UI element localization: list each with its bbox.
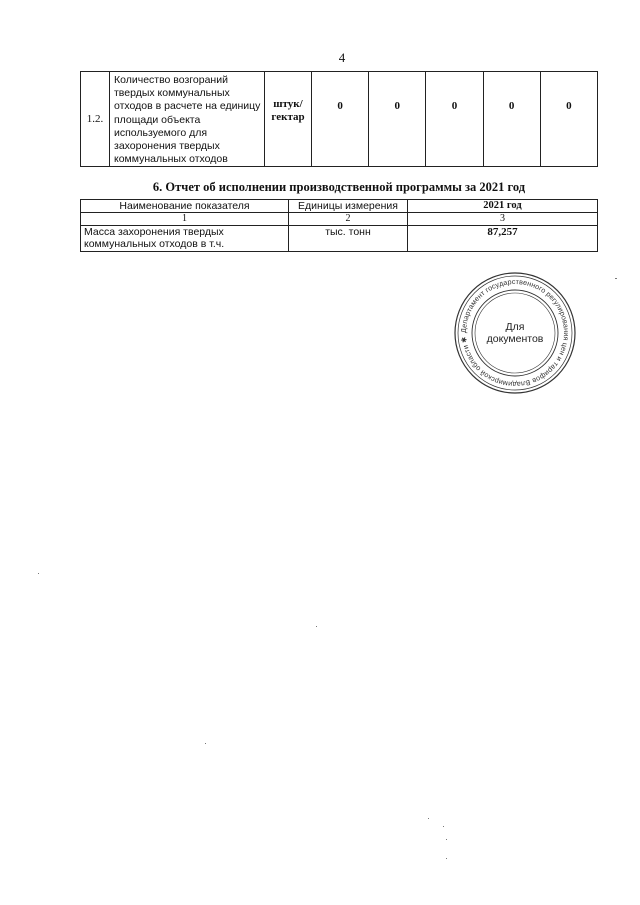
column-number: 1 bbox=[81, 213, 289, 226]
indicator-unit: тыс. тонн bbox=[289, 226, 408, 252]
indicator-name: Масса захоронения твердых коммунальных отходов в т.ч. bbox=[81, 226, 289, 252]
row-number: 1.2. bbox=[81, 72, 110, 167]
indicator-unit: штук/ гектар bbox=[265, 72, 312, 167]
value-cell: 0 bbox=[369, 72, 426, 167]
value-cell: 0 bbox=[540, 72, 597, 167]
header-year: 2021 год bbox=[408, 200, 598, 213]
column-number-row bbox=[81, 213, 598, 226]
stamp-text-line: документов bbox=[486, 333, 544, 345]
table-header-row bbox=[81, 200, 598, 213]
page-number: 4 bbox=[338, 50, 346, 65]
program-report-table bbox=[80, 199, 598, 252]
table-row bbox=[81, 72, 598, 167]
indicator-name: Количество возгораний твердых коммунальных отходов в расчете на единицу площади объекта используемого для захоронения твердых коммунальных отходов bbox=[110, 72, 265, 167]
stamp-text-line: Для bbox=[505, 321, 525, 333]
value-cell: 0 bbox=[426, 72, 483, 167]
header-indicator-name: Наименование показателя bbox=[81, 200, 289, 213]
section-title: 6. Отчет об исполнении производственной программы за 2021 год bbox=[152, 180, 526, 194]
value-cell: 0 bbox=[312, 72, 369, 167]
svg-text:Департамент государственного р: Департамент государственного регулирования цен и тарифов Владимирской области ✱ bbox=[458, 276, 572, 390]
indicators-table bbox=[80, 71, 598, 167]
value-cell: 0 bbox=[483, 72, 540, 167]
column-number: 3 bbox=[408, 213, 598, 226]
indicator-value: 87,257 bbox=[408, 226, 598, 252]
table-row bbox=[81, 226, 598, 252]
header-unit: Единицы измерения bbox=[289, 200, 408, 213]
column-number: 2 bbox=[289, 213, 408, 226]
official-stamp bbox=[452, 270, 578, 396]
